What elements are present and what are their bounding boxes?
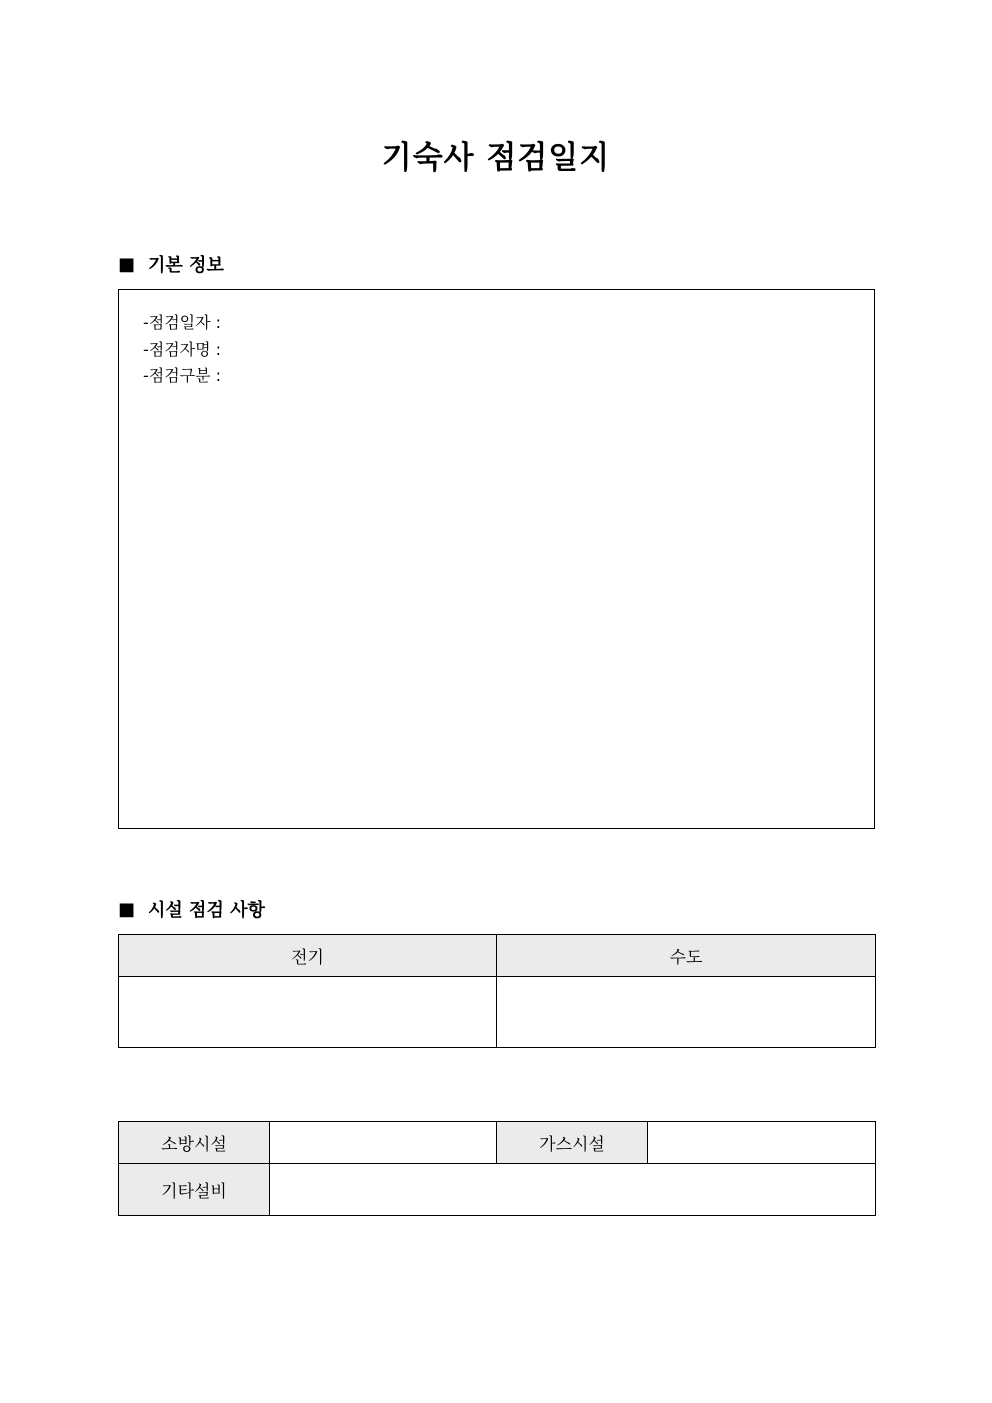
fire-facility-cell[interactable] [270,1122,497,1164]
square-bullet-icon: ■ [118,898,136,920]
electricity-cell[interactable] [119,977,497,1048]
basic-info-heading [118,252,224,276]
electricity-header: 전기 [119,935,497,977]
safety-facilities-table [118,1121,876,1216]
square-bullet-icon: ■ [118,253,136,275]
document-title: 기숙사 점검일지 [381,140,611,176]
basic-info-lines [143,310,221,390]
inspector-name-line[interactable]: -점검자명 : [143,339,222,359]
basic-info-box [118,289,875,829]
fire-facility-label: 소방시설 [119,1122,270,1164]
utilities-table [118,934,876,1048]
other-equipment-label: 기타설비 [119,1164,270,1216]
other-equipment-cell[interactable] [270,1164,876,1216]
basic-info-heading-label: 기본 정보 [148,255,224,276]
facility-heading [118,897,265,921]
gas-facility-cell[interactable] [648,1122,876,1164]
inspection-type-line[interactable]: -점검구분 : [143,366,222,385]
inspection-date-line[interactable]: -점검일자 : [143,313,222,332]
gas-facility-label: 가스시설 [497,1122,648,1164]
facility-heading-label: 시설 점검 사항 [148,900,265,921]
water-cell[interactable] [497,977,876,1048]
water-header: 수도 [497,935,876,977]
